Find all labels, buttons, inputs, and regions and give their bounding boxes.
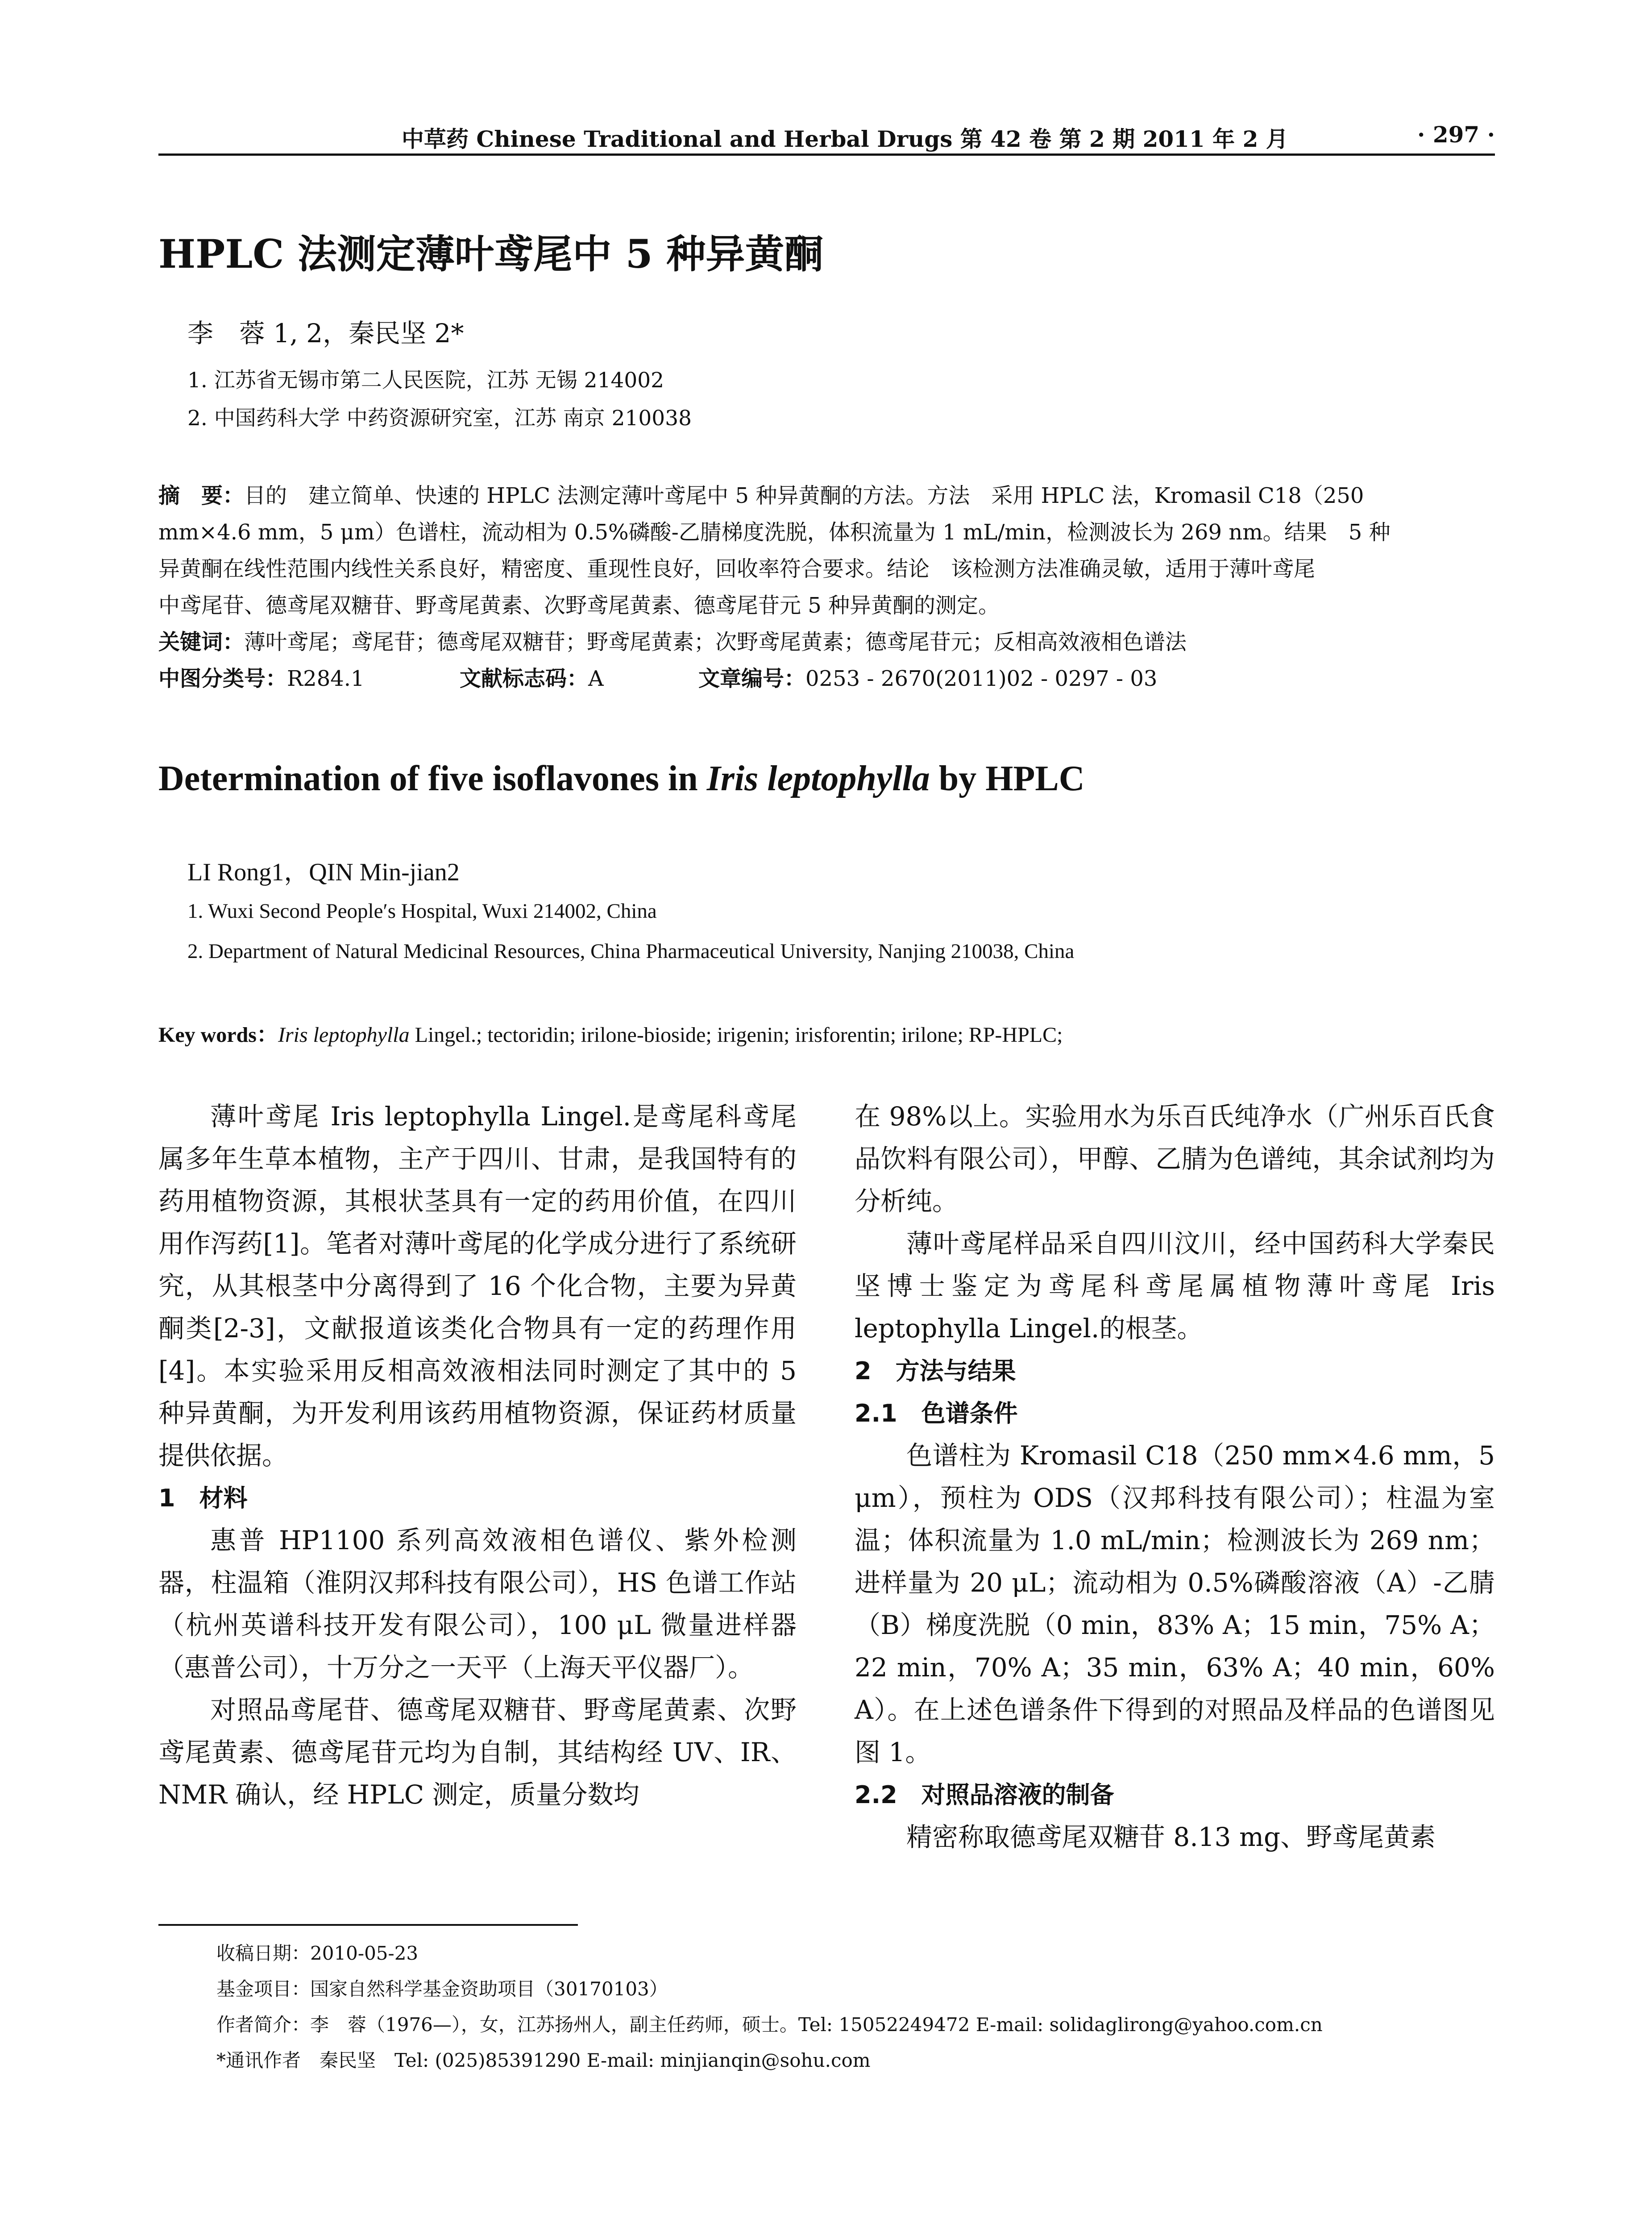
- abstract-line-2: mm×4.6 mm，5 μm）色谱柱，流动相为 0.5%磷酸-乙腈梯度洗脱，体积流量为 1 mL/min，检测波长为 269 nm。结果 5 种: [158, 520, 1391, 545]
- section-2-1-heading: 2.1 色谱条件: [855, 1399, 1018, 1427]
- doc-code-value: A: [588, 666, 604, 691]
- keywords-cn-label: 关键词：: [158, 630, 245, 655]
- abstract-line-3: 异黄酮在线性范围内线性关系良好，精密度、重现性良好，回收率符合要求。结论 该检测方法准确灵敏，适用于薄叶鸢尾: [158, 556, 1316, 581]
- journal-line: 中草药 Chinese Traditional and Herbal Drugs 第 42 卷 第 2 期 2011 年 2 月: [402, 126, 1288, 152]
- sample-paragraph: 薄叶鸢尾样品采自四川汶川，经中国药科大学秦民坚博士鉴定为鸢尾科鸢尾属植物薄叶鸢尾 Iris leptophylla Lingel.的根茎。: [855, 1228, 1495, 1344]
- footnote-received: 收稿日期：2010-05-23: [216, 1942, 419, 1964]
- section-1-heading: 1 材料: [158, 1484, 248, 1512]
- abstract-line-1: 目的 建立简单、快速的 HPLC 法测定薄叶鸢尾中 5 种异黄酮的方法。方法 采用 HPLC 法，Kromasil C18（250: [244, 483, 1364, 508]
- article-no-label: 文章编号：: [698, 666, 806, 691]
- keywords-cn: 薄叶鸢尾；鸢尾苷；德鸢尾双糖苷；野鸢尾黄素；次野鸢尾黄素；德鸢尾苷元；反相高效液相色谱法: [244, 630, 1187, 655]
- affiliation-cn-2: 2. 中国药科大学 中药资源研究室，江苏 南京 210038: [187, 406, 692, 431]
- materials-paragraph-1: 惠普 HP1100 系列高效液相色谱仪、紫外检测器，柱温箱（淮阴汉邦科技有限公司），HS 色谱工作站（杭州英谱科技开发有限公司），100 μL 微量进样器（惠普公司），十万分之一天平（上海天平仪器厂）。: [158, 1525, 797, 1683]
- affiliation-en-1: 1. Wuxi Second People′s Hospital, Wuxi 214002, China: [187, 900, 657, 923]
- classification-line: [158, 660, 1495, 697]
- abstract-label: 摘 要：: [158, 483, 245, 508]
- abstract: [158, 477, 1495, 697]
- section-2-2-heading: 2.2 对照品溶液的制备: [855, 1781, 1114, 1809]
- conditions-paragraph: 色谱柱为 Kromasil C18（250 mm×4.6 mm，5 μm），预柱为 ODS（汉邦科技有限公司）；柱温为室温；体积流量为 1.0 mL/min；检测波长为 269 nm；进样量为 20 μL；流动相为 0.5%磷酸溶液（A）-乙腈（B）梯度洗脱（0 min，83% A；15 min，75% A；22 min，70% A；35 min，63% A；40 min，60% A）。在上述色谱条件下得到的对照品及样品的色谱图见图 1。: [855, 1440, 1495, 1767]
- right-column: [855, 1095, 1495, 1858]
- section-2-heading: 2 方法与结果: [855, 1357, 1016, 1385]
- affiliation-en-2: 2. Department of Natural Medicinal Resources, China Pharmaceutical University, Nanjing 210038, China: [187, 940, 1075, 963]
- materials-continued: 在 98%以上。实验用水为乐百氏纯净水（广州乐百氏食品饮料有限公司），甲醇、乙腈为色谱纯，其余试剂均为分析纯。: [855, 1101, 1495, 1216]
- left-column: [158, 1095, 797, 1816]
- page-number: · 297 ·: [1417, 121, 1495, 148]
- materials-paragraph-2: 对照品鸢尾苷、德鸢尾双糖苷、野鸢尾黄素、次野鸢尾黄素、德鸢尾苷元均为自制，其结构经 UV、IR、NMR 确认，经 HPLC 测定，质量分数均: [158, 1695, 797, 1810]
- intro-paragraph: 薄叶鸢尾 Iris leptophylla Lingel.是鸢尾科鸢尾属多年生草本植物，主产于四川、甘肃，是我国特有的药用植物资源，其根状茎具有一定的药用价值，在四川用作泻药[1]。笔者对薄叶鸢尾的化学成分进行了系统研究，从其根茎中分离得到了 16 个化合物，主要为异黄酮类[2-3]，文献报道该类化合物具有一定的药理作用[4]。本实验采用反相高效液相法同时测定了其中的 5 种异黄酮，为开发利用该药用植物资源，保证药材质量提供依据。: [158, 1101, 797, 1471]
- affiliation-cn-1: 1. 江苏省无锡市第二人民医院，江苏 无锡 214002: [187, 368, 664, 393]
- title-cn: HPLC 法测定薄叶鸢尾中 5 种异黄酮: [158, 231, 824, 277]
- running-header: [158, 117, 1495, 157]
- footnote-corresponding: *通讯作者 秦民坚 Tel: (025)85391290 E-mail: minjianqin@sohu.com: [216, 2049, 871, 2071]
- keywords-en-label: Key words：: [158, 1023, 278, 1047]
- clc-label: 中图分类号：: [158, 666, 287, 691]
- abstract-line-4: 中鸢尾苷、德鸢尾双糖苷、野鸢尾黄素、次野鸢尾黄素、德鸢尾苷元 5 种异黄酮的测定。: [158, 593, 1000, 618]
- preparation-paragraph: 精密称取德鸢尾双糖苷 8.13 mg、野鸢尾黄素: [906, 1822, 1436, 1852]
- title-en: Determination of five isoflavones in Iris leptophylla by HPLC: [158, 759, 1085, 798]
- doc-code-label: 文献标志码：: [460, 666, 589, 691]
- keywords-en: Key words：Iris leptophylla Lingel.; tectoridin; irilone-bioside; irigenin; irisforentin; irilone; RP-HPLC;: [158, 1023, 1063, 1047]
- title-en-species: Iris leptophylla: [706, 759, 930, 798]
- footnote-author-bio: 作者简介：李 蓉（1976—），女，江苏扬州人，副主任药师，硕士。Tel: 15052249472 E-mail: solidaglirong@yahoo.com.cn: [216, 2014, 1323, 2036]
- authors-cn: 李 蓉 1, 2，秦民坚 2*: [187, 318, 464, 348]
- header-rule: [158, 153, 1495, 156]
- authors-en: LI Rong1，QIN Min-jian2: [187, 858, 460, 886]
- footnote-funding: 基金项目：国家自然科学基金资助项目（30170103）: [216, 1978, 668, 2000]
- clc-value: R284.1: [287, 666, 365, 691]
- article-no-value: 0253 - 2670(2011)02 - 0297 - 03: [805, 666, 1158, 691]
- footnote-rule: [158, 1924, 578, 1926]
